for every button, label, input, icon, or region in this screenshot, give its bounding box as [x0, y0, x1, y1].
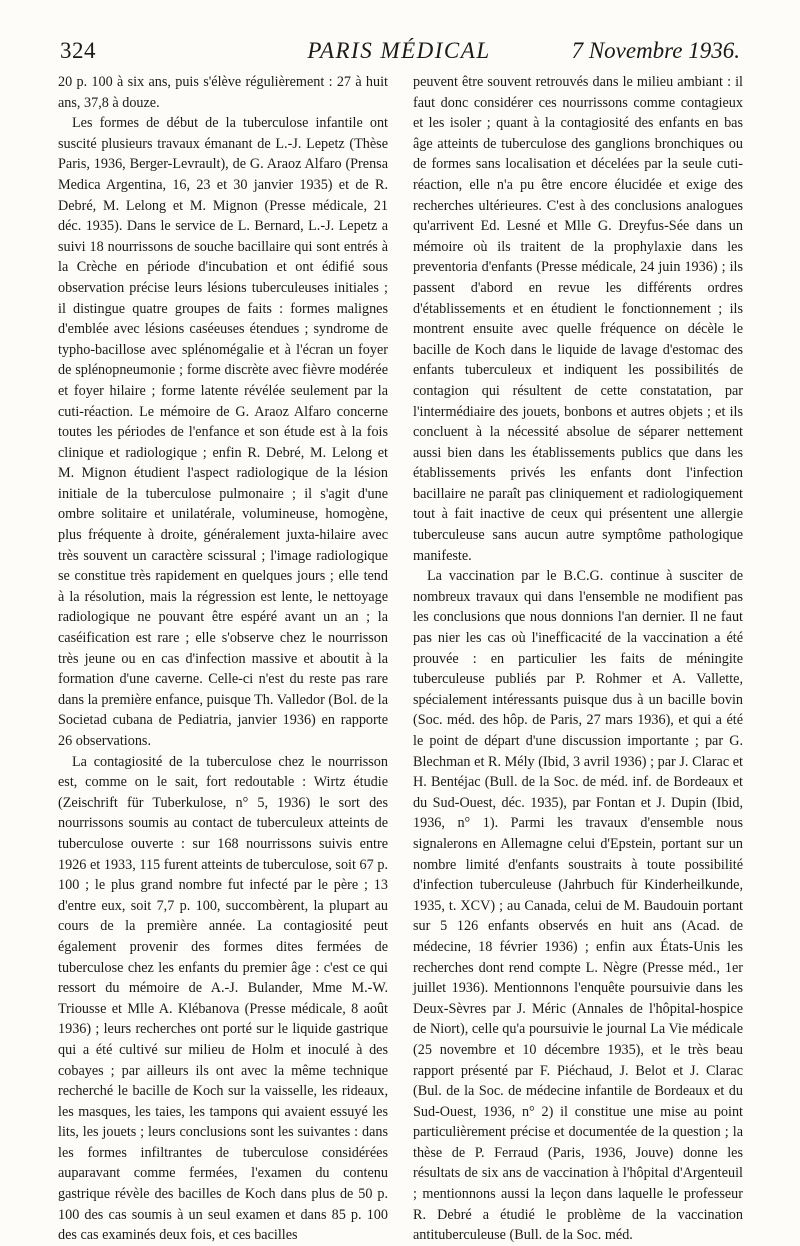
right-column [413, 72, 743, 1246]
paragraph: Les formes de début de la tuberculose infantile ont suscité plusieurs travaux émanant de L.-J. Lepetz (Thèse Paris, 1936, Berger-Levrault), de G. Araoz Alfaro (Prensa Medica Argentina, 16, 23 et 30 janvier 1935) et de R. Debré, M. Lelong et M. Mignon (Presse médicale, 21 déc. 1935). Dans le service de L. Bernard, L.-J. Lepetz a suivi 18 nourrissons de souche bacillaire qui sont entrés à la Crèche en période d'incubation et ont édifié sous observation précise leurs lésions tuberculeuses initiales ; il distingue quatre groupes de faits : formes malignes d'emblée avec lésions caséeuses étendues ; syndrome de typho-bacillose avec splénomégalie et à l'écran un foyer de splénopneumonie ; forme discrète avec fièvre modérée et foyer hilaire ; forme latente révélée seulement par la cuti-réaction. Le mémoire de G. Araoz Alfaro concerne toutes les périodes de l'enfance et son étude est à la fois clinique et radiologique ; enfin R. Debré, M. Lelong et M. Mignon étudient l'aspect radiologique de la lésion initiale de la tuberculose pulmonaire ; il s'agit d'une ombre solitaire et unilatérale, volumineuse, homogène, plus fréquente à droite, généralement juxta-hilaire avec très souvent un caractère scissural ; l'image radiologique se constitue très rapidement en quelques jours ; elle tend à la résolution, mais la régression est lente, le nettoyage radiologique ne pouvant être espéré avant un an ; la caséification est rare ; elle s'observe chez le nourrisson très jeune ou en cas d'infection massive et aboutit à la formation d'une caverne. Celle-ci n'est du reste pas rare dans la première enfance, puisque Th. Valledor (Bol. de la Societad cubana de Pediatria, janvier 1936) en rapporte 26 observations. [58, 115, 388, 749]
paragraph: La vaccination par le B.C.G. continue à susciter de nombreux travaux qui dans l'ensemble ne modifient pas les conclusions que nous donnions l'an dernier. Il ne faut pas nier les cas où l'inefficacité de la vaccination a été prouvée : en particulier les faits de méningite tuberculeuse publiés par P. Rohmer et A. Vallette, spécialement intéressants puisque dus à un bacille bovin (Soc. méd. des hôp. de Paris, 27 mars 1936), et qui a été le point de départ d'une discussion importante ; par G. Blechman et R. Mély (Ibid, 3 avril 1936) ; par J. Clarac et H. Bentéjac (Bull. de la Soc. de méd. inf. de Bordeaux et du Sud-Ouest, déc. 1935), par Fontan et J. Dupin (Ibid, 1936, n° 1). Parmi les travaux d'ensemble nous signalerons en Allemagne celui d'Epstein, portant sur un nombre limité d'enfants soustraits à toute possibilité d'infection tuberculeuse (Jahrbuch für Kinderheilkunde, 1935, t. XCV) ; au Canada, celui de M. Baudouin portant sur 5 126 enfants observés en huit ans (Acad. de médecine, 18 février 1936) ; enfin aux États-Unis les recherches dont rend compte L. Nègre (Presse méd., 1er juillet 1936). Mentionnons l'enquête poursuivie dans les Deux-Sèvres par J. Méric (Annales de l'hôpital-hospice de Niort), celle qu'a poursuivie le journal La Vie médicale (25 novembre et 10 décembre 1935), et le très beau rapport présenté par F. Piéchaud, J. Belot et J. Clarac (Bul. de la Soc. de médecine infantile de Bordeaux et du Sud-Ouest, 1936, n° 2) il constitue une mise au point particulièrement précise et documentée de la question ; la thèse de P. Ferraud (Paris, 1936, Jouve) donne les résultats de six ans de vaccination à l'hôpital d'Argenteuil ; mentionnons aussi la leçon dans laquelle le professeur R. Debré a étudié le problème de la vaccination antituberculeuse (Bull. de la Soc. méd. [413, 568, 743, 1244]
paragraph: peuvent être souvent retrouvés dans le milieu ambiant : il faut donc considérer ces nourrissons comme contagieux et les isoler ; quant à la contagiosité des enfants en bas âge atteints de tuberculose des ganglions bronchiques ou de formes sans localisation et décelées par la seule cuti-réaction, elle n'a pu être encore élucidée et exige des recherches ultérieures. C'est à des conclusions analogues qu'arrivent Ed. Lesné et Mlle G. Dreyfus-Sée dans un mémoire où ils traitent de la prophylaxie dans les preventoria d'enfants (Presse médicale, 24 juin 1936) ; ils passent d'abord en revue les différents ordres d'établissements et en étudient le fonctionnement ; ils montrent ensuite avec quelle fréquence on décèle le bacille de Koch dans le liquide de lavage d'estomac des enfants tuberculeux et indiquent les possibilités de contagion qui résultent de cette constatation, par l'intermédiaire des jouets, bonbons et autres objets ; et ils concluent à la nécessité absolue de séparer nettement aussi bien dans les établissements publics que dans les établissements privés les enfants dont l'infection bacillaire ne paraît pas cliniquement et radiologiquement tout à fait inactive de ceux qui présentent une allergie tuberculeuse sans aucun autre symptôme pathologique manifeste. [413, 74, 743, 564]
issue-date: 7 Novembre 1936. [571, 38, 740, 63]
journal-title: PARIS MÉDICAL [307, 38, 491, 63]
page-number: 324 [60, 38, 96, 63]
page-header [58, 36, 740, 70]
left-column [58, 72, 388, 1246]
paragraph: 20 p. 100 à six ans, puis s'élève régulièrement : 27 à huit ans, 37,8 à douze. [58, 74, 388, 111]
paragraph: La contagiosité de la tuberculose chez le nourrisson est, comme on le sait, fort redoutable : Wirtz étudie (Zeischrift für Tuberkulose, n° 5, 1936) le sort des nourrissons soumis au contact de tuberculeux atteints de tuberculose ouverte : sur 168 nourrissons suivis entre 1926 et 1933, 115 furent atteints de tuberculose, soit 67 p. 100 ; le plus grand nombre fut infecté par le père ; 13 d'entre eux, soit 7,7 p. 100, succombèrent, la plupart au cours de la première année. La contagiosité peut également provenir des formes dites fermées de tuberculose chez les enfants du premier âge : c'est ce qui ressort du mémoire de A.-J. Bulander, Mme M.-W. Triousse et Mlle A. Klébanova (Presse médicale, 8 août 1936) ; leurs recherches ont porté sur le liquide gastrique qui a été cultivé sur milieu de Holm et inoculé à des cobayes ; par ailleurs ils ont avec la même technique recherché le bacille de Koch sur la vaisselle, les rideaux, les masques, les taies, les tampons qui avaient essuyé les lits, les jouets ; leurs conclusions sont les suivantes : dans les formes infiltrantes de tuberculose considérées auparavant comme fermées, l'examen du contenu gastrique révèle des bacilles de Koch dans plus de 50 p. 100 des cas soumis à un seul examen et dans 85 p. 100 des cas examinés deux fois, et ces bacilles [58, 753, 388, 1244]
article-body [58, 72, 743, 1244]
